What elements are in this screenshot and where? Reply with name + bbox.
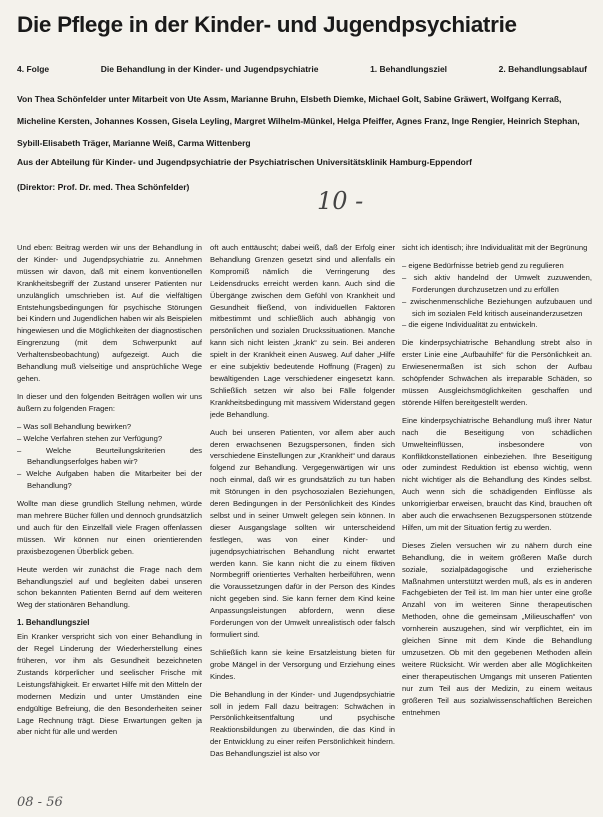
paragraph: Heute werden wir zunächst die Frage nach dem Behandlungsziel auf und begleiten dabei unseren schon bekannten Patienten Bernd auf dem weiteren Weg der stationären Behandlung. bbox=[17, 564, 202, 610]
page-title: Die Pflege in der Kinder- und Jugendpsychiatrie bbox=[17, 12, 517, 37]
list-item: – Welche Aufgaben haben die Mitarbeiter bei der Behandlung? bbox=[27, 468, 202, 492]
list-item: – eigene Bedürfnisse betrieb gend zu regulieren bbox=[412, 260, 592, 272]
paragraph: sicht ich identisch; ihre Individualität mit der Begrünung bbox=[402, 243, 588, 252]
paragraph: In dieser und den folgenden Beiträgen wollen wir uns äußern zu folgenden Fragen: bbox=[17, 391, 202, 413]
director-line: (Direktor: Prof. Dr. med. Thea Schönfelder) bbox=[17, 182, 190, 192]
list-item: – die eigene Individualität zu entwickeln. bbox=[412, 319, 592, 331]
paragraph: Dieses Zielen versuchen wir zu nähern durch eine Behandlung, die in weitem größeren Maße durch soziale, sozialpädagogische und erzieherische Maßnahmen unterstützt werden muß, als es in anderen Fachgebieten der Teil ist. Im man hier unter eine große Anzahl von im weiteren Sinne therapeutischen Methoden, ohne die gemeinsam „Milieuschaffen“ von vornherein auszugehen, sind wir verpflichtet, ein im gleichen Sinne mit dem Kinde die Behandlung umzusetzen. Ob mit den gegebenen Methoden allein weitere Rücksicht. Wir werden aber alle Möglichkeiten einer therapeutischen Umgangs mit unseren Patienten nur zum Teil aus der Medizin, zu einem weitaus größeren Teil aus sozialwissenschaftlichen Bereichen entnehmen bbox=[402, 540, 592, 717]
text-column-1 bbox=[17, 242, 202, 792]
text-column-3 bbox=[402, 242, 592, 792]
paragraph: Schließlich kann sie keine Ersatzleistung bieten für grobe Mängel in der Versorgung und Erziehung eines Kindes. bbox=[210, 647, 395, 681]
department-line: Aus der Abteilung für Kinder- und Jugendpsychiatrie der Psychiatrischen Universitätsklinik Hamburg-Eppendorf bbox=[17, 157, 472, 167]
text-column-2 bbox=[210, 242, 395, 792]
handwritten-note: 10 - bbox=[317, 187, 364, 215]
series-topic: Die Behandlung in der Kinder- und Jugendpsychiatrie bbox=[100, 64, 319, 74]
paragraph: Auch bei unseren Patienten, vor allem aber auch deren erwachsenen Bezugspersonen, finden sich verschiedene Einstellungen zur „Krankheit“ und daraus folgend zur Behandlung. Vergegenwärtigen wir uns noch einmal, daß wir es grundsätzlich zu tun haben mit Störungen in den psychosozialen Beziehungen, deren Bedingungen in der Persönlichkeit des Kindes selbst und in seiner Umwelt gelegen sein können. In dieser Ausgangslage sollten wir unterscheidend festlegen, was von einer Kinder- und jugendpsychiatrischen Behandlung nicht erwartet werden kann. Sie kann nicht die zu einem fiktiven Normbegriff orientiertes Verhalten herbeiführen, wenn die Voraussetzungen dafür in der Person des Kindes nicht gegeben sind. Sie kann ferner dem Kind keine Anpassungsleistungen abfordern, wenn diese Forderungen von der Umwelt unrealistisch oder falsch formuliert sind. bbox=[210, 427, 395, 639]
list-item: – zwischenmenschliche Beziehungen aufzubauen und sich im sozialen Feld kritisch auseinanderzusetzen bbox=[412, 296, 592, 320]
paragraph: Ein Kranker verspricht sich von einer Behandlung in der Regel Linderung der Wiederherstellung eines früheren, vor ihm als Gesundheit bezeichneten Zustands körperlicher und seelischer Frische mit Leistungsfähigkeit. Er erwartet Hilfe mit den Mitteln der modernen Medizin und unter Umständen eine endgültige Befreiung, die den Besonderheiten seiner Lage Rechnung trägt. Diese Erwartungen gelten ja aber nicht für alle und werden bbox=[17, 632, 202, 737]
series-line bbox=[17, 64, 587, 74]
paragraph: oft auch enttäuscht; dabei weiß, daß der Erfolg einer Behandlung Grenzen gesetzt sind und allenfalls ein Kompromiß nämlich die Verringerung des Leidensdrucks erreicht werden kann. Auch sind die Übergänge zwischen dem Gefühl von Krankheit und Gesundheit fließend, von individuellen Faktoren mitbestimmt und schließlich auch abhängig von persönlichen und sozialen Druckssituationen. Manche kann sich nicht leisten „krank“ zu sein. Bei anderen spielt in der Krankheit einen Ausweg. Auf daher „Hilfe er eine subjektiv bedeutende Hoffnung (Fragen) zu bewältigenden Lage verschiedener eingesetzt kann. Schließlich setzen wir also bei Fälle folgender Krankheitsbedingung mit massivem Widerstand gegen jede Behandlung. bbox=[210, 243, 395, 419]
series-item-1: 1. Behandlungsziel bbox=[370, 64, 448, 74]
question-list bbox=[17, 421, 202, 492]
paragraph: Eine kinderpsychiatrische Behandlung muß ihrer Natur nach die Beseitigung von schädlichen Umwelteinflüssen, insbesondere von Konfliktkonstellationen einbeziehen. Ihre Beseitigung oder zumindest Reduktion ist ebenso wichtig, wenn nicht wichtiger als die Behandlung des Kindes selbst. Auch wenn sich die schädigenden Einflüsse als unkorrigierbar erweisen, braucht das Kind, brauchen oft aber auch die erwachsenen Bezugspersonen stützende Hilfen, um mit der Situation fertig zu werden. bbox=[402, 415, 592, 532]
list-item: – sich aktiv handelnd der Umwelt zuzuwenden, Forderungen durchzusetzen und zu erfüllen bbox=[412, 272, 592, 296]
list-item: – Welche Beurteilungskriterien des Behandlungserfolges haben wir? bbox=[27, 445, 202, 469]
paragraph: Wollte man diese grundlich Stellung nehmen, würde man mehrere Bücher füllen und dennoch grundsätzlich und auch für den Einzelfall viele Fragen offenlassen müssen. Wir können nur einen orientierenden praxisbezogenen Überblick geben. bbox=[17, 499, 202, 556]
section-heading: 1. Behandlungsziel bbox=[17, 618, 90, 628]
goal-list bbox=[402, 260, 592, 331]
list-item: – Welche Verfahren stehen zur Verfügung? bbox=[27, 433, 202, 445]
paragraph: Die kinderpsychiatrische Behandlung strebt also in erster Linie eine „Aufbauhilfe“ für die Persönlichkeit an. Erwiesenermaßen ist sich schon der Aufbau schöpfender Schwächen als irreparable Schäden, so müssen Ausgleichsmöglichkeiten geschaffen und störende Hilfen bereitgestellt werden. bbox=[402, 338, 592, 407]
paragraph: Und eben: Beitrag werden wir uns der Behandlung in der Kinder- und Jugendpsychiatrie zu. Annehmen müssen wir davon, daß mit einem konventionellen Krankheitsbegriff der Zustand unserer Patienten nur unzulänglich umschrieben ist. Auf die vielfältigen Entstehungsbedingungen für psychische Störungen bei Kindern und Jugendlichen haben wir als Beispielen hingewiesen und die Möglichkeiten der diagnostischen Eingrenzung (mit dem Schwerpunkt auf Verhaltensbeobachtung) aufgezeigt. Auch die Behandlung muß vielseitige und ansprüchliche Wege gehen. bbox=[17, 243, 202, 383]
series-part: 4. Folge bbox=[17, 64, 50, 74]
page-mark: 08 - 56 bbox=[17, 795, 63, 810]
series-item-2: 2. Behandlungsablauf bbox=[498, 64, 587, 74]
paragraph: Die Behandlung in der Kinder- und Jugendpsychiatrie soll in jedem Fall dazu beitragen: Schwächen in Persönlichkeitsentfaltung und psychische Reaktionsbildungen zu überwinden, die das Kind in der Entwicklung zu einer reifen Persönlichkeit hindern. Das Behandlungsziel ist also vor bbox=[210, 689, 395, 759]
list-item: – Was soll Behandlung bewirken? bbox=[27, 421, 202, 433]
authors-line: Von Thea Schönfelder unter Mitarbeit von Ute Assm, Marianne Bruhn, Elsbeth Diemke, Michael Golt, Sabine Gräwert, Wolfgang Kerraß, Micheline Kersten, Johannes Kossen, Gisela Leyling, Margret Wilhelm-Münkel, Helga Pfeiffer, Agnes Franz, Inge Rengier, Heinrich Stephan, Sybill-Elisabeth Träger, Marianne Weiß, Carma Wittenberg bbox=[17, 94, 580, 148]
